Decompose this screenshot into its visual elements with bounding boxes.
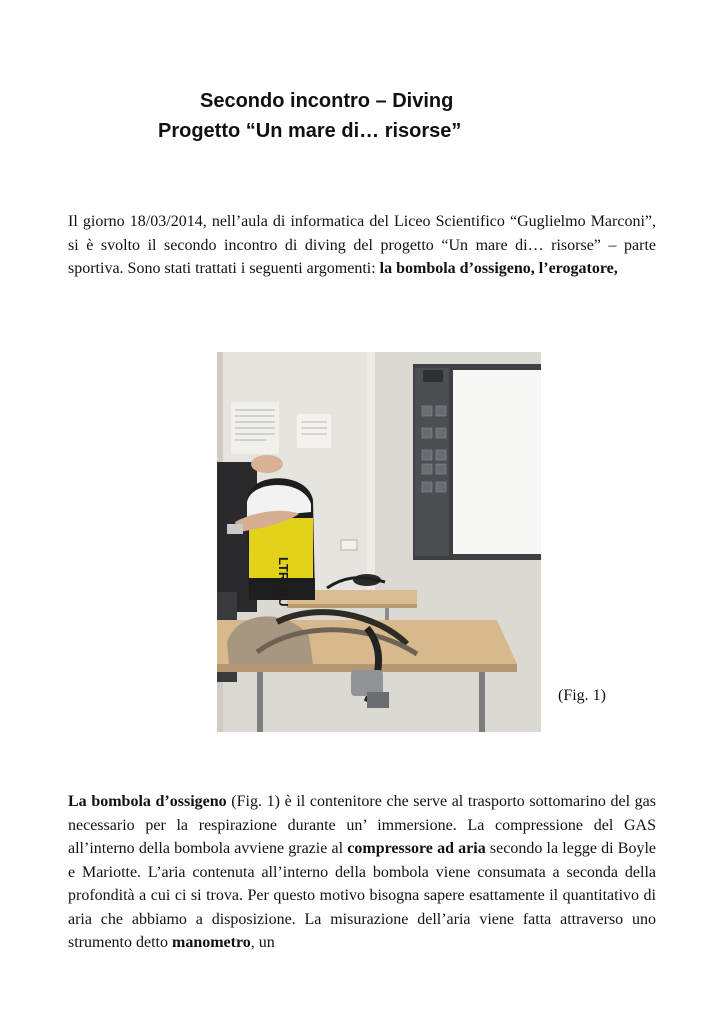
figure-photo [217,352,541,732]
body-paragraph [68,790,656,955]
title-line-1: Secondo incontro – Diving [200,90,454,112]
classroom-diving-tank-photo [217,352,541,732]
title-line-2: Progetto “Un mare di… risorse” [158,120,462,142]
intro-paragraph [68,210,656,281]
term-bombola: La bombola d’ossigeno [68,793,227,810]
figure-caption: (Fig. 1) [558,687,606,704]
body-text-3: , un [250,934,275,951]
intro-text: Il giorno 18/03/2014, nell’aula di informatica del Liceo Scientifico “Guglielmo Marconi”, si è svolto il secondo incontro di diving del progetto “Un mare di… risorse” – parte sportiva. Sono stati trattati i seguenti argomenti: [68,213,656,277]
body-text-2: secondo la legge di Boyle e Mariotte. L’aria contenuta all’interno della bombola viene consumata a seconda della profondità a cui ci si trova. Per questo motivo bisogna sapere esattamente il quantitativo di aria che abbiamo a disposizione. La misurazione dell’aria viene fatta attraverso uno strumento detto [68,840,656,951]
term-compressore: compressore ad aria [347,840,486,857]
cylinder-label: LTRI SU [276,557,291,607]
intro-topics: la bombola d’ossigeno, l’erogatore, [379,260,618,277]
term-manometro: manometro [171,934,251,951]
body-text-1: (Fig. 1) è il contenitore che serve al trasporto sottomarino del gas necessario per la respirazione durante un’ immersione. La compressione del GAS all’interno della bombola avviene grazie al [68,793,656,857]
